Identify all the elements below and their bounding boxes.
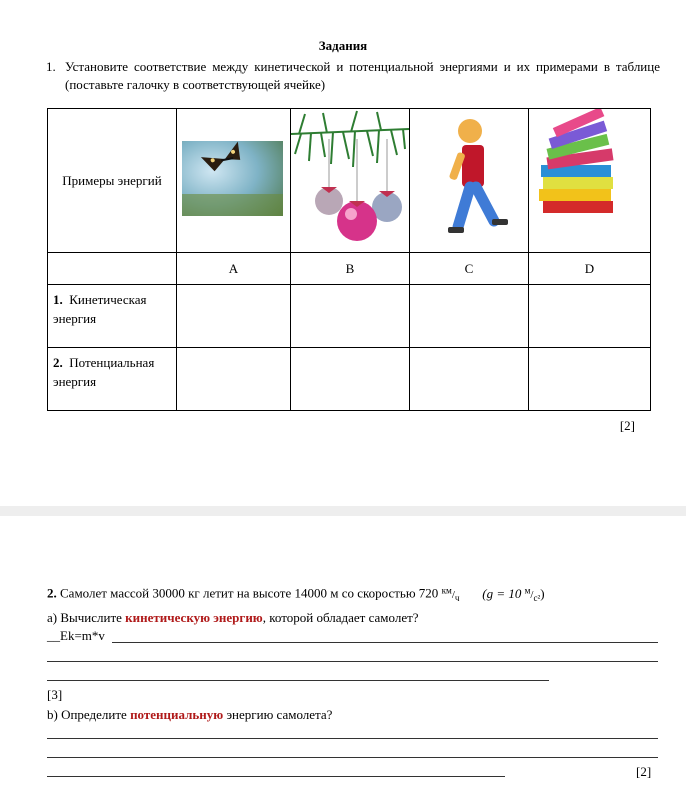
task2-statement	[47, 585, 545, 603]
row-number: 2.	[53, 355, 63, 370]
task1-number: 1.	[46, 59, 56, 74]
part-b-prefix: b) Определите	[47, 707, 127, 722]
row-potential-label	[48, 348, 177, 411]
answer-cell-kinetic-c[interactable]	[410, 285, 529, 348]
part-b-suffix: энергию самолета?	[226, 707, 333, 722]
column-c-label: C	[410, 253, 529, 285]
score-b: [2]	[636, 764, 652, 779]
task1-instructions	[46, 58, 660, 94]
part-a-suffix: , которой обладает самолет?	[262, 610, 419, 625]
book-stack-image	[529, 109, 650, 248]
task2-number: 2.	[47, 585, 57, 601]
empty-header-cell	[48, 253, 177, 285]
answer-cell-potential-a[interactable]	[177, 348, 291, 411]
page-gap	[0, 506, 686, 516]
part-b-highlight: потенциальную	[130, 707, 224, 722]
column-a-label: A	[177, 253, 291, 285]
christmas-ornaments-image	[291, 109, 409, 248]
task2-statement-text: Самолет массой 30000 кг летит на высоте 14000 м со скоростью 720	[60, 585, 439, 601]
speed-unit: $^{км}/_ч$	[441, 585, 460, 603]
score-a: [3]	[47, 687, 63, 702]
header-label: Примеры энергий	[48, 109, 177, 253]
g-prefix: (g = 10	[482, 585, 522, 601]
column-d-label: D	[529, 253, 651, 285]
answer-cell-potential-d[interactable]	[529, 348, 651, 411]
task1-score: [2]	[619, 418, 635, 433]
g-value: (g = 10 $^м/_{с^2}$)	[482, 585, 545, 603]
answer-line[interactable]	[47, 757, 658, 758]
answer-line[interactable]	[47, 661, 658, 662]
answer-cell-potential-b[interactable]	[291, 348, 410, 411]
walking-boy-image	[410, 109, 528, 248]
section-title: Задания	[318, 38, 368, 53]
speed-unit-den: ч	[454, 592, 460, 603]
g-unit-den: с²	[533, 592, 541, 603]
answer-cell-kinetic-d[interactable]	[529, 285, 651, 348]
answer-line[interactable]	[47, 776, 505, 777]
image-cell-c	[410, 109, 529, 253]
image-cell-d	[529, 109, 651, 253]
g-unit-num: м	[524, 585, 531, 595]
butterfly-image	[177, 109, 290, 248]
part-b-question	[47, 707, 332, 723]
row-number: 1.	[53, 292, 63, 307]
column-b-label: B	[291, 253, 410, 285]
speed-unit-num: км	[441, 585, 452, 595]
answer-line[interactable]	[47, 738, 658, 739]
part-a-prefix: a) Вычислите	[47, 610, 122, 625]
image-cell-b	[291, 109, 410, 253]
row-label-text: Потенциальная энергия	[53, 355, 155, 389]
worksheet-page-2	[0, 516, 686, 801]
part-a-highlight: кинетическую энергию	[125, 610, 263, 625]
answer-cell-kinetic-a[interactable]	[177, 285, 291, 348]
row-label-text: Кинетическая энергия	[53, 292, 147, 326]
row-kinetic-label	[48, 285, 177, 348]
answer-cell-kinetic-b[interactable]	[291, 285, 410, 348]
task1-text: Установите соответствие между кинетической и потенциальной энергиями и их примерами в таблице (поставьте галочку в соответствующей ячейке)	[65, 59, 660, 92]
image-cell-a	[177, 109, 291, 253]
part-a-question	[47, 610, 419, 626]
energy-table	[47, 108, 651, 411]
answer-line[interactable]	[47, 680, 549, 681]
answer-line[interactable]	[112, 642, 658, 643]
answer-a-text[interactable]: __Ek=m*v	[47, 628, 105, 643]
answer-cell-potential-c[interactable]	[410, 348, 529, 411]
g-suffix: )	[540, 585, 545, 601]
